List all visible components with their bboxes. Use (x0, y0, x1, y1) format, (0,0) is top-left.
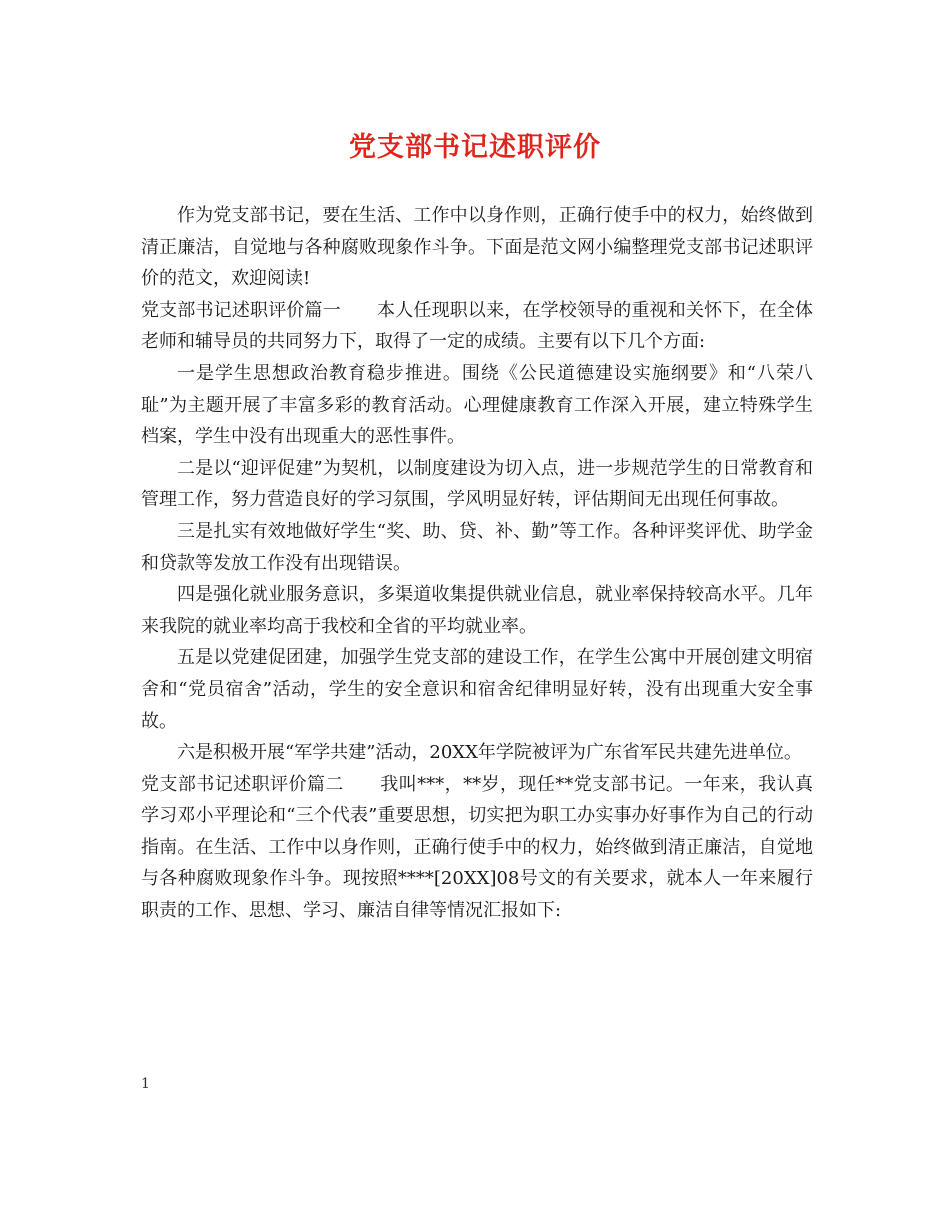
point-2: 二是以“迎评促建”为契机，以制度建设为切入点，进一步规范学生的日常教育和管理工作，努力营造良好的学习氛围，学风明显好转，评估期间无出现任何事故。 (141, 457, 813, 511)
point-6: 六是积极开展“军学共建”活动，20XX年学院被评为广东省军民共建先进单位。 (177, 742, 802, 764)
section-1-heading: 党支部书记述职评价篇一 (141, 299, 341, 321)
document-title: 党支部书记述职评价 (349, 132, 601, 163)
point-1: 一是学生思想政治教育稳步推进。围绕《公民道德建设实施纲要》和“八荣八耻”为主题开展了丰富多彩的教育活动。心理健康教育工作深入开展，建立特殊学生档案，学生中没有出现重大的恶性事件。 (141, 362, 813, 448)
section-1-paragraph (141, 295, 813, 358)
document-body (141, 200, 813, 927)
page-number: 1 (141, 1076, 150, 1092)
section-1-text: 本人任现职以来，在学校领导的重视和关怀下，在全体老师和辅导员的共同努力下，取得了一定的成绩。主要有以下几个方面: (141, 299, 814, 353)
section-2-text: 我叫***，**岁，现任**党支部书记。一年来，我认真学习邓小平理论和“三个代表”重要思想，切实把为职工办实事办好事作为自己的行动指南。在生活、工作中以身作则，正确行使手中的权力，始终做到清正廉洁，自觉地与各种腐败现象作斗争。现按照****[20XX]08号文的有关要求，就本人一年来履行职责的工作、思想、学习、廉洁自律等情况汇报如下: (141, 773, 814, 922)
point-3: 三是扎实有效地做好学生“奖、助、贷、补、勤”等工作。各种评奖评优、助学金和贷款等发放工作没有出现错误。 (141, 520, 813, 574)
point-4: 四是强化就业服务意识，多渠道收集提供就业信息，就业率保持较高水平。几年来我院的就业率均高于我校和全省的平均就业率。 (141, 584, 813, 637)
section-2-paragraph (141, 769, 813, 927)
section-2-heading: 党支部书记述职评价篇二 (141, 773, 344, 795)
intro-paragraph: 作为党支部书记，要在生活、工作中以身作则，正确行使手中的权力，始终做到清正廉洁，自觉地与各种腐败现象作斗争。下面是范文网小编整理党支部书记述职评价的范文，欢迎阅读! (141, 205, 813, 290)
point-5: 五是以党建促团建，加强学生党支部的建设工作，在学生公寓中开展创建文明宿舍和“党员宿舍”活动，学生的安全意识和宿舍纪律明显好转，没有出现重大安全事故。 (141, 647, 813, 732)
